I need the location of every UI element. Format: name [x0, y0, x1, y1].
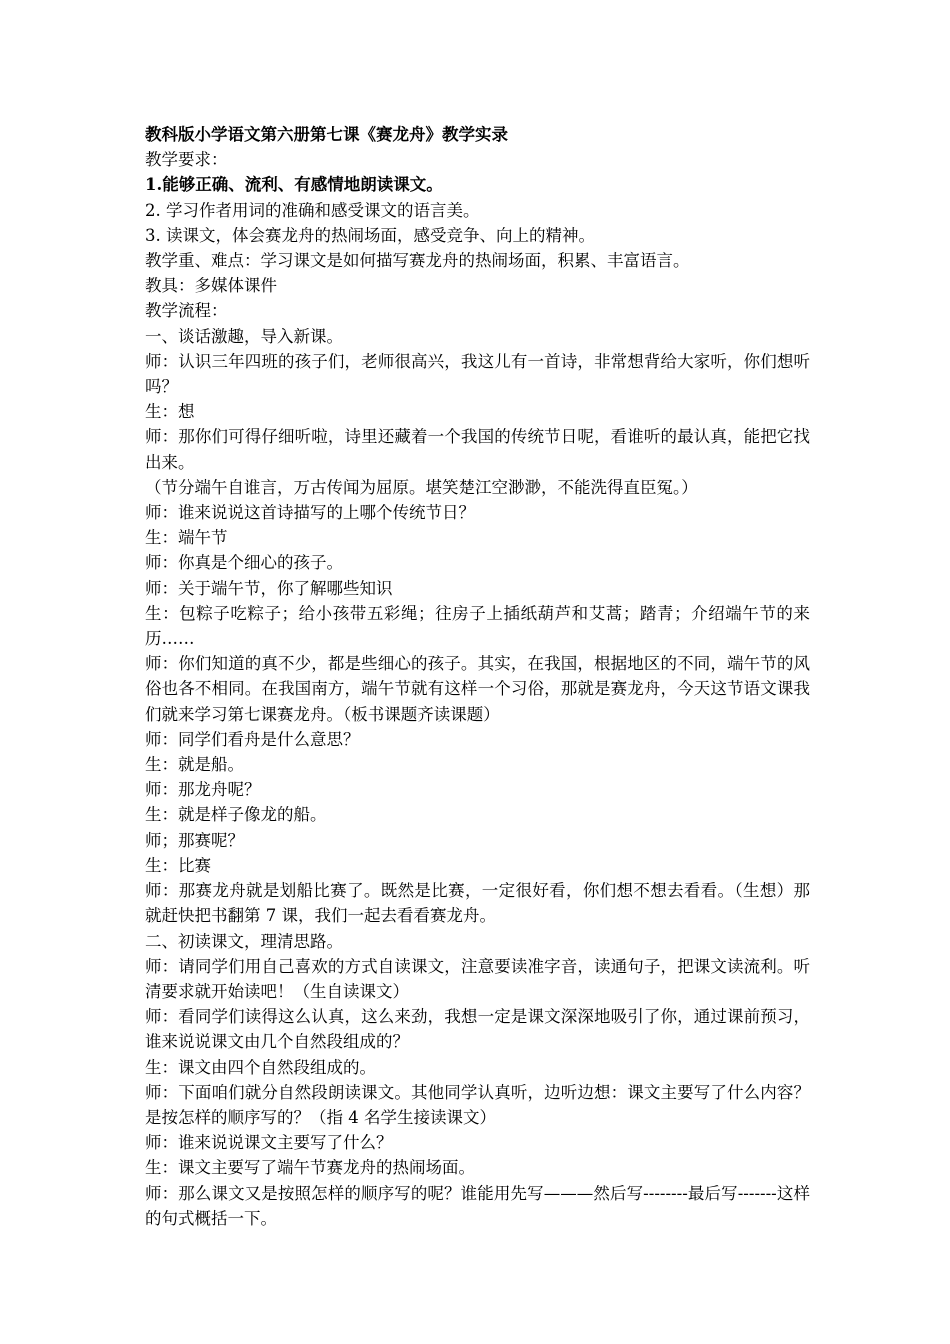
paragraph: 师：那龙舟呢？ [145, 780, 261, 800]
paragraph: 师：那么课文又是按照怎样的顺序写的呢？谁能用先写———然后写--------最后写-------这样的句式概括一下。 [145, 1183, 810, 1228]
paragraph: 师：那赛龙舟就是划船比赛了。既然是比赛，一定很好看，你们想不想去看看。（生想）那就赶快把书翻第 7 课，我们一起去看看赛龙舟。 [145, 881, 810, 926]
paragraph: 2. 学习作者用词的准确和感受课文的语言美。 [145, 200, 480, 220]
paragraph: 生：比赛 [145, 855, 211, 875]
paragraph: 生：就是船。 [145, 755, 244, 775]
paragraph: 生：包粽子吃粽子；给小孩带五彩绳；往房子上插纸葫芦和艾蒿；踏青；介绍端午节的来历…… [145, 603, 810, 649]
paragraph: 师：同学们看舟是什么意思？ [145, 729, 360, 749]
document-title: 教科版小学语文第六册第七课《赛龙舟》教学实录 [145, 125, 508, 144]
paragraph: 师：认识三年四班的孩子们，老师很高兴，我这儿有一首诗，非常想背给大家听，你们想听吗？ [145, 351, 810, 397]
paragraph: 师：请同学们用自己喜欢的方式自读课文，注意要读准字音，读通句子，把课文读流利。听清要求就开始读吧！（生自读课文） [145, 956, 810, 1001]
paragraph: 生：课文主要写了端午节赛龙舟的热闹场面。 [145, 1158, 475, 1178]
paragraph: 教学流程： [145, 301, 228, 321]
paragraph: 生：端午节 [145, 528, 228, 548]
paragraph: 教学重、难点：学习课文是如何描写赛龙舟的热闹场面，积累、丰富语言。 [145, 251, 690, 271]
paragraph: 师：你真是个细心的孩子。 [145, 553, 343, 573]
paragraph: 师：关于端午节，你了解哪些知识 [145, 578, 393, 598]
paragraph: 生：课文由四个自然段组成的。 [145, 1057, 376, 1077]
paragraph: 3. 读课文，体会赛龙舟的热闹场面，感受竞争、向上的精神。 [145, 225, 595, 245]
paragraph: 1.能够正确、流利、有感情地朗读课文。 [145, 175, 443, 195]
paragraph: 师：你们知道的真不少，都是些细心的孩子。其实，在我国，根据地区的不同，端午节的风俗也各不相同。在我国南方，端午节就有这样一个习俗，那就是赛龙舟，今天这节语文课我们就来学习第七课赛龙舟。（板书课题齐读课题） [145, 654, 810, 724]
paragraph: 生：就是样子像龙的船。 [145, 805, 327, 825]
paragraph: 师：下面咱们就分自然段朗读课文。其他同学认真听，边听边想：课文主要写了什么内容？是按怎样的顺序写的？（指 4 名学生接读课文） [145, 1082, 810, 1127]
paragraph: 教具：多媒体课件 [145, 276, 277, 296]
paragraph: 师：谁来说说这首诗描写的上哪个传统节日？ [145, 503, 475, 523]
document-body [145, 122, 810, 1231]
paragraph: 师：看同学们读得这么认真，这么来劲，我想一定是课文深深地吸引了你，通过课前预习，谁来说说课文由几个自然段组成的？ [145, 1007, 810, 1052]
paragraph: 师：谁来说说课文主要写了什么？ [145, 1133, 393, 1153]
paragraph: 一、谈话激趣，导入新课。 [145, 326, 343, 346]
paragraph: 教学要求： [145, 150, 228, 170]
paragraph: 二、初读课文，理清思路。 [145, 931, 343, 951]
paragraph: 生：想 [145, 402, 195, 422]
paragraph: （节分端午自谁言，万古传闻为屈原。堪笑楚江空渺渺，不能洗得直臣冤。） [145, 477, 698, 497]
paragraph: 师；那赛呢？ [145, 830, 244, 850]
paragraph: 师：那你们可得仔细听啦，诗里还藏着一个我国的传统节日呢，看谁听的最认真，能把它找出来。 [145, 427, 810, 472]
